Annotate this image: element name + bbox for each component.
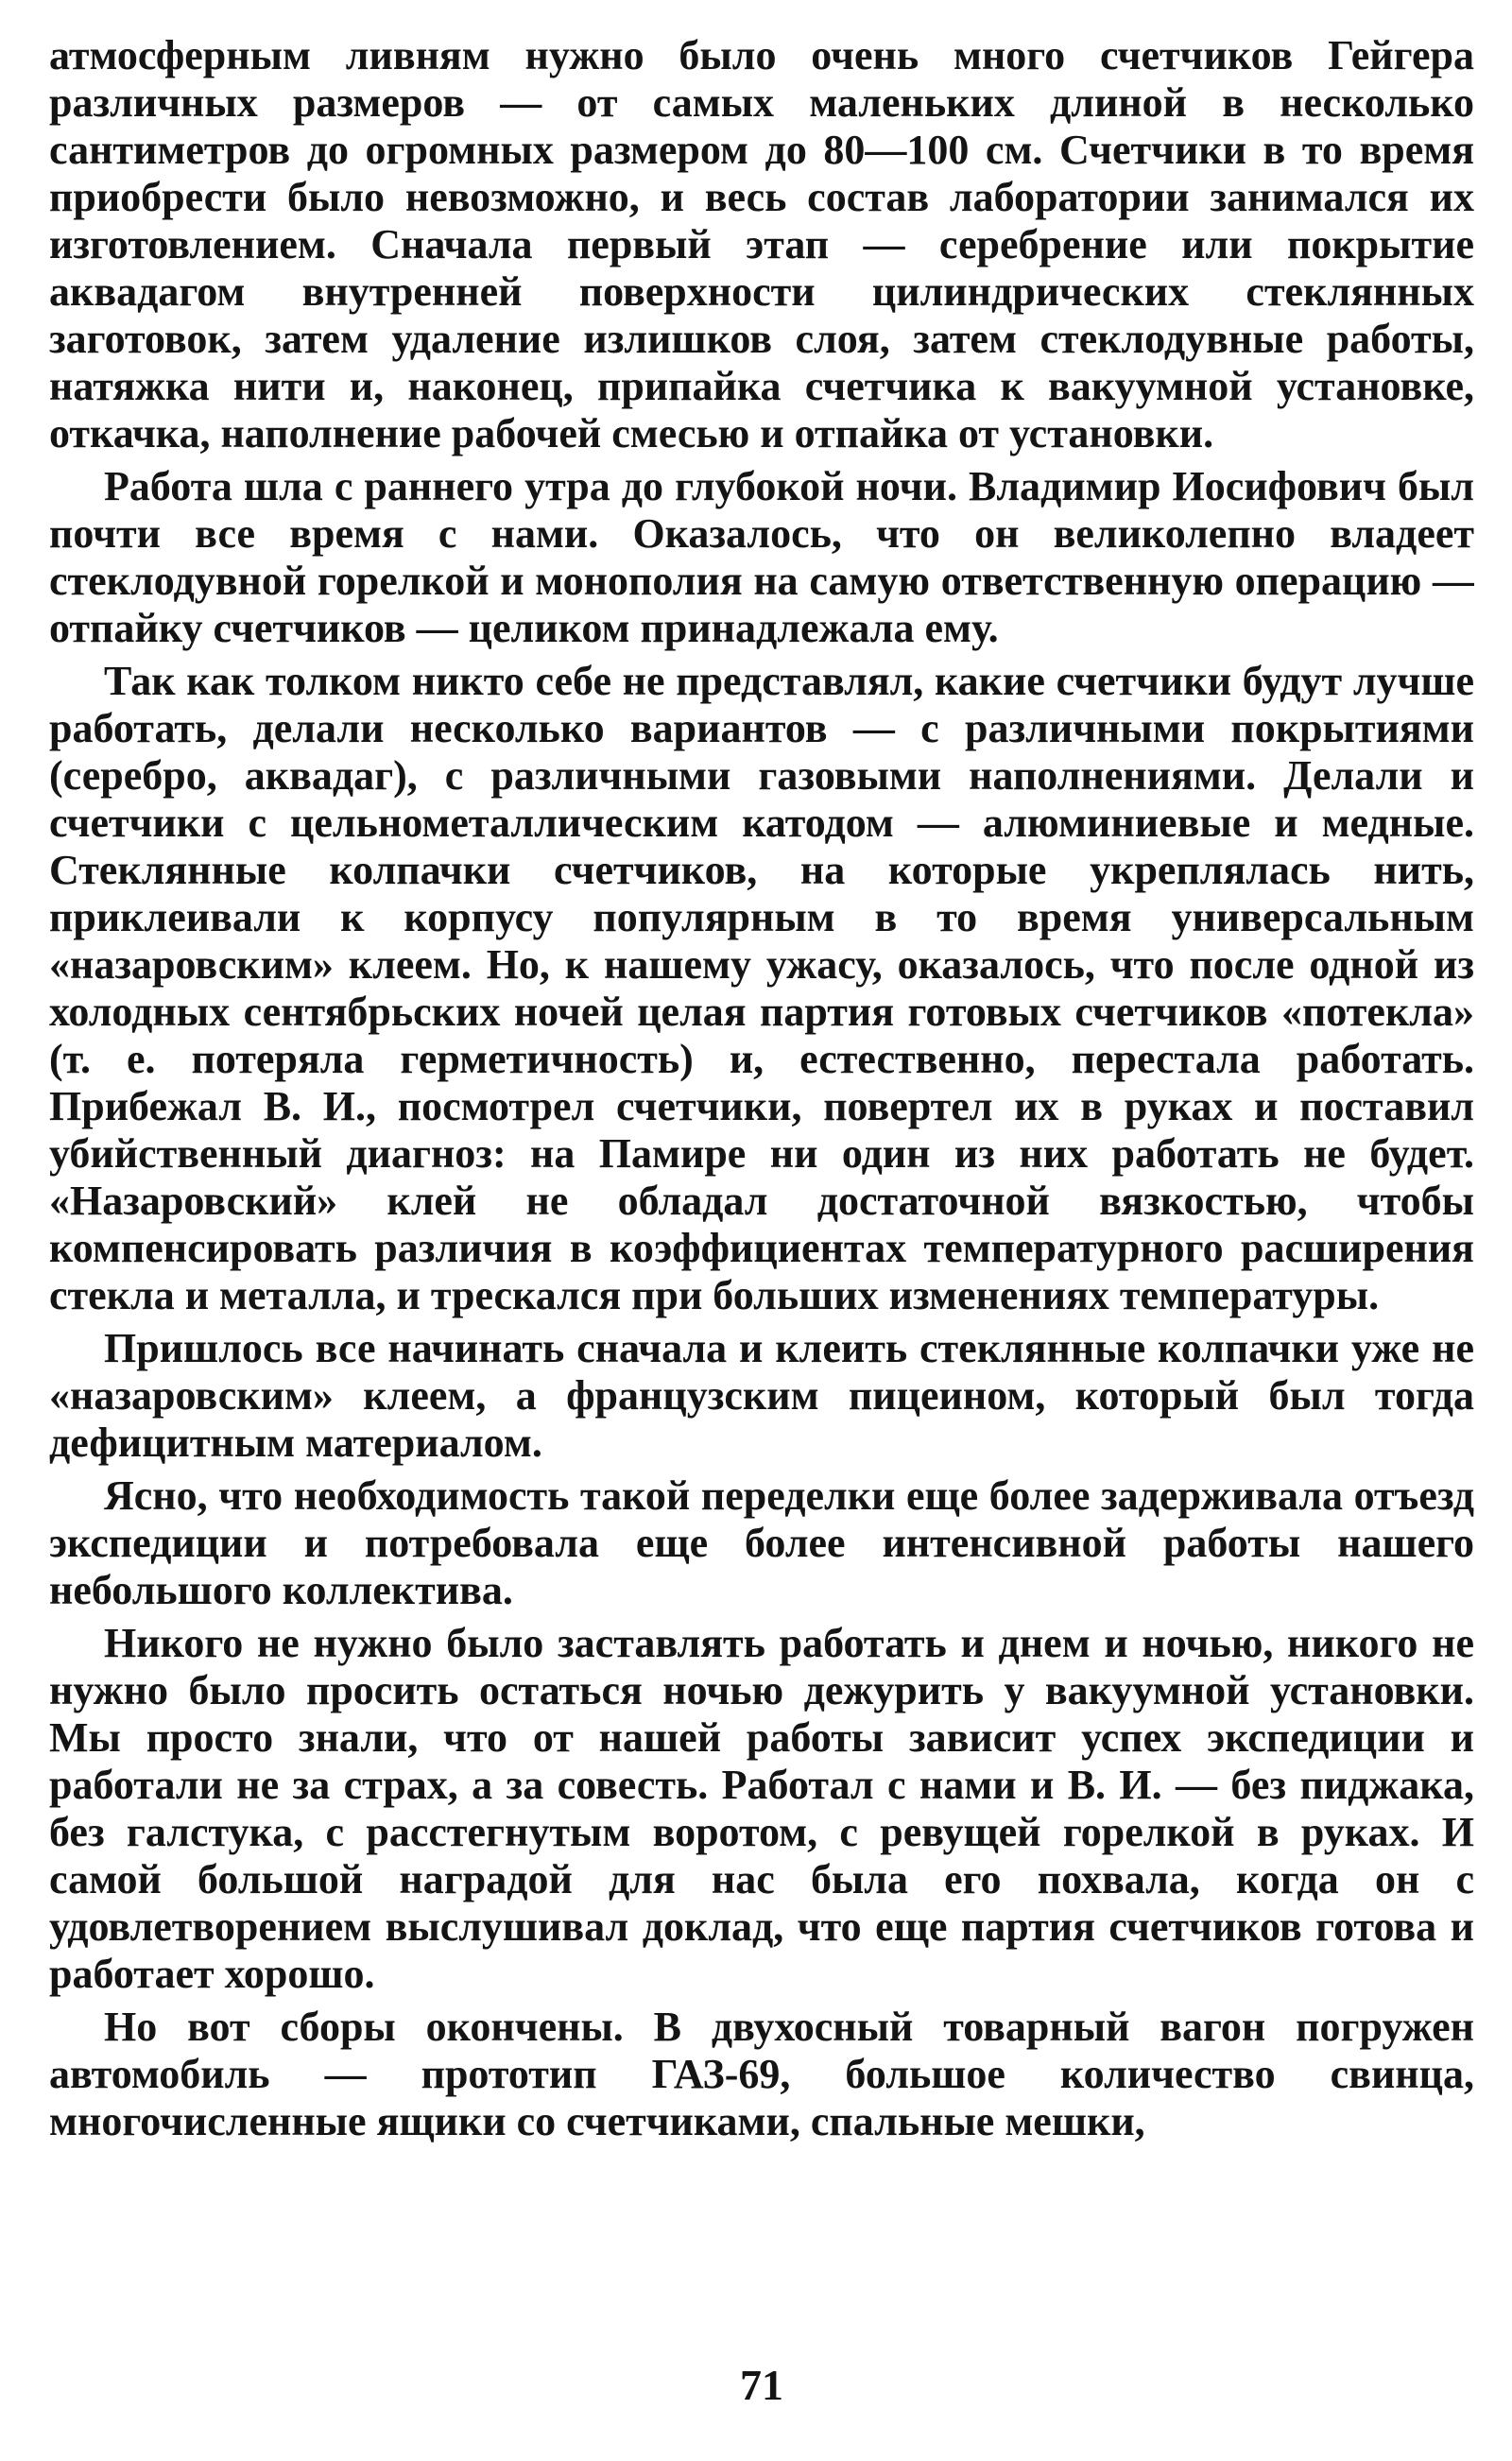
book-page — [49, 32, 1474, 2433]
body-text — [49, 32, 1474, 2319]
paragraph-7: Но вот сборы окончены. В двухосный товарный вагон погружен автомобиль — прототип ГАЗ-69, большое количество свинца, многочисленные ящики со счетчиками, спальные мешки, — [49, 2004, 1474, 2144]
paragraph-6: Никого не нужно было заставлять работать и днем и ночью, никого не нужно было просить остаться ночью дежурить у вакуумной установки. Мы просто знали, что от нашей работы зависит успех экспедиции и работали не за страх, а за совесть. Работал с нами и В. И. — без пиджака, без галстука, с расстегнутым воротом, с ревущей горелкой в руках. И самой большой наградой для нас была его похвала, когда он с удовлетворением выслушивал доклад, что еще партия счетчиков готова и работает хорошо. — [49, 1620, 1474, 1997]
paragraph-3: Так как толком никто себе не представлял, какие счетчики будут лучше работать, делали несколько вариантов — с различными покрытиями (серебро, аквадаг), с различными газовыми наполнениями. Делали и счетчики с цельнометаллическим катодом — алюминиевые и медные. Стеклянные колпачки счетчиков, на которые укреплялась нить, приклеивали к корпусу популярным в то время универсальным «назаровским» клеем. Но, к нашему ужасу, оказалось, что после одной из холодных сентябрьских ночей целая партия готовых счетчиков «потекла» (т. е. потеряла герметичность) и, естественно, перестала работать. Прибежал В. И., посмотрел счетчики, повертел их в руках и поставил убийственный диагноз: на Памире ни один из них работать не будет. «Назаровский» клей не обладал достаточной вязкостью, чтобы компенсировать различия в коэффициентах температурного расширения стекла и металла, и трескался при больших изменениях температуры. — [49, 658, 1474, 1318]
paragraph-1: атмосферным ливням нужно было очень много счетчиков Гейгера различных размеров — от самых маленьких длиной в несколько сантиметров до огромных размером до 80—100 см. Счетчики в то время приобрести было невозможно, и весь состав лаборатории занимался их изготовлением. Сначала первый этап — серебрение или покрытие аквадагом внутренней поверхности цилиндрических стеклянных заготовок, затем удаление излишков слоя, затем стеклодувные работы, натяжка нити и, наконец, припайка счетчика к вакуумной установке, откачка, наполнение рабочей смесью и отпайка от установки. — [49, 32, 1474, 456]
page-number: 71 — [740, 2361, 783, 2409]
paragraph-2: Работа шла с раннего утра до глубокой ночи. Владимир Иосифович был почти все время с нами. Оказалось, что он великолепно владеет стеклодувной горелкой и монополия на самую ответственную операцию — отпайку счетчиков — целиком принадлежала ему. — [49, 463, 1474, 651]
paragraph-5: Ясно, что необходимость такой переделки еще более задерживала отъезд экспедиции и потребовала еще более интенсивной работы нашего небольшого коллектива. — [49, 1472, 1474, 1613]
paragraph-4: Пришлось все начинать сначала и клеить стеклянные колпачки уже не «назаровским» клеем, а французским пицеином, который был тогда дефицитным материалом. — [49, 1325, 1474, 1466]
